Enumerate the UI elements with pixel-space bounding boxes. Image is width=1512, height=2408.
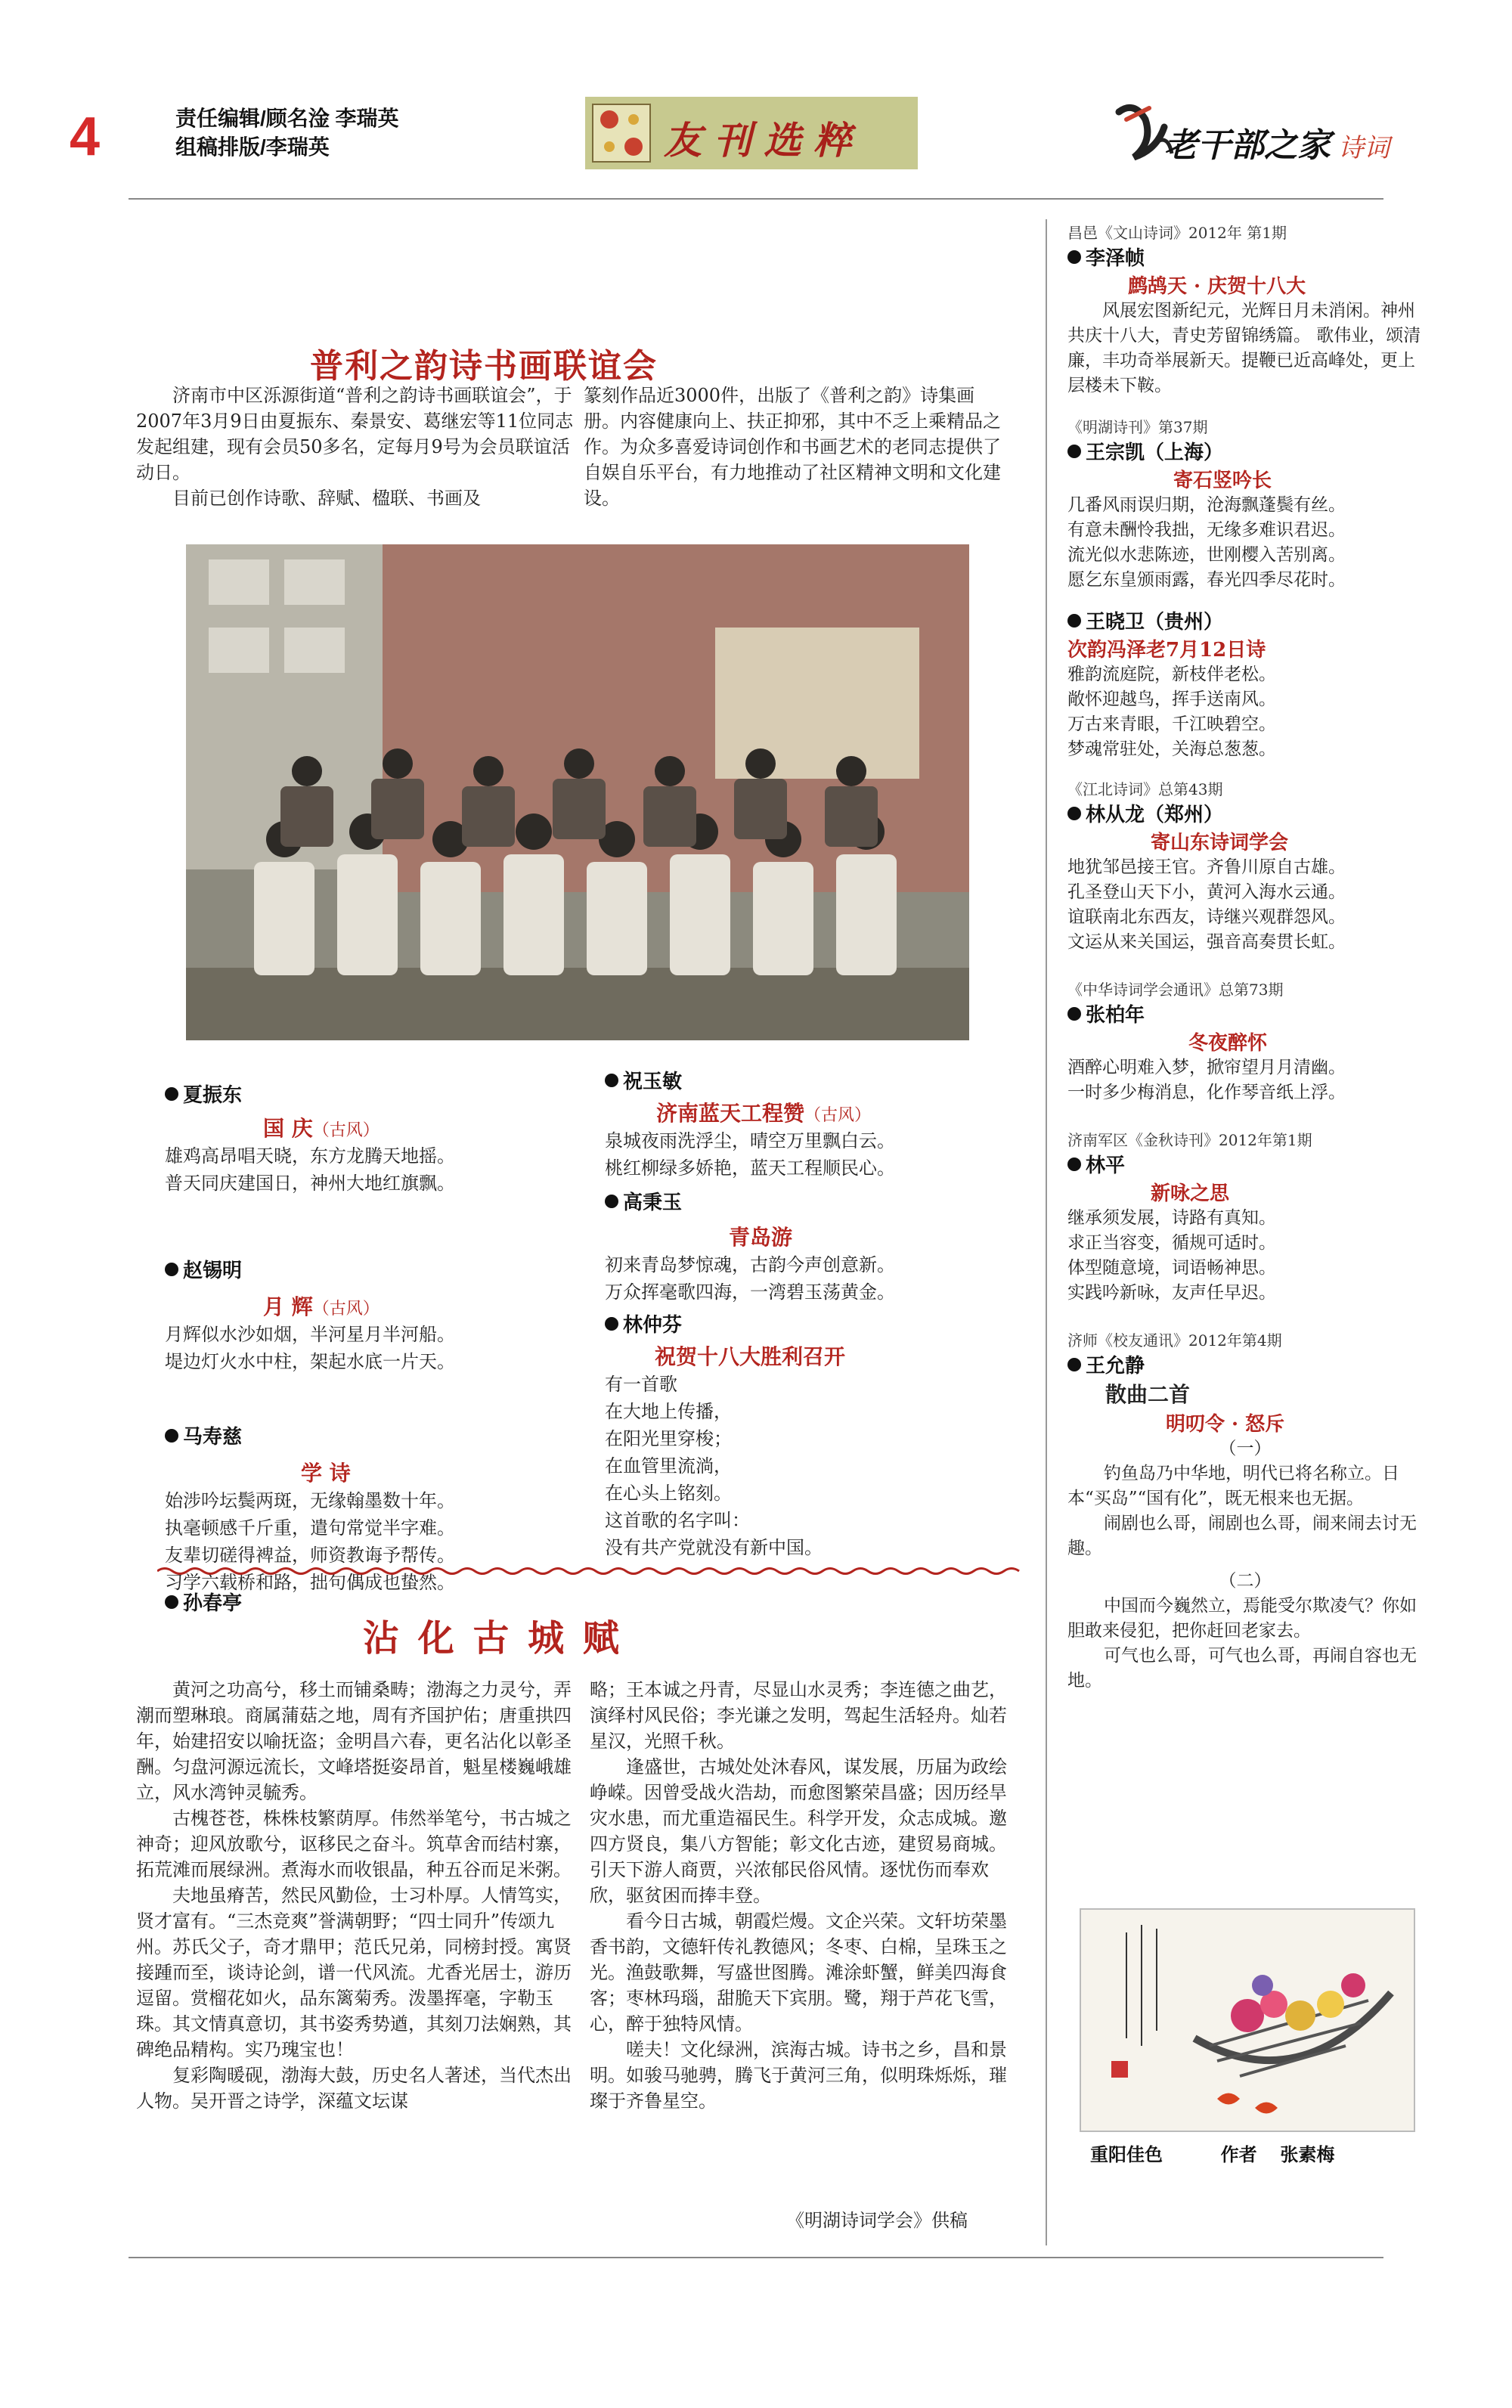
editors-line-2: 组稿排版/李瑞英 [175, 135, 330, 159]
right-poem-column [1067, 221, 1423, 1694]
article-column-2 [584, 383, 1004, 511]
flower-basket-painting-icon [1081, 1910, 1414, 2131]
poem-block [1067, 1128, 1423, 1306]
poem-block [165, 1255, 558, 1375]
bullet-icon [165, 1429, 178, 1443]
bullet-icon [605, 1317, 618, 1331]
poem-source: 昌邑《文山诗词》2012年 第1期 [1067, 224, 1287, 242]
poem-block [605, 1187, 1028, 1306]
masthead-suffix: 诗词 [1338, 133, 1390, 163]
poet-name: 李泽帧 [1067, 243, 1423, 271]
bullet-icon [1067, 614, 1081, 628]
poem-source: 济师《校友通讯》2012年第4期 [1067, 1331, 1282, 1350]
fu-paragraph: 夫地虽瘠苦，然民风勤俭，士习朴厚。人情笃实，贤才富有。“三杰竞爽”誉满朝野；“四士同升”传颂九州。苏氏父子，奇才鼎甲；范氏兄弟，同榜封授。寓贤接踵而至，谈诗论剑，谱一代风流。尤香光居士，游历逗留。赏榴花如火，品东篱菊秀。泼墨挥毫，字勒玉珠。其文情真意切，其书姿秀势遒，其刻刀法娴熟，其碑绝品精构。实乃瑰宝也！ [136, 1885, 572, 2060]
poet-name: 林从龙（郑州） [1067, 799, 1423, 827]
poem-part-number: （一） [1219, 1439, 1272, 1458]
poem-subtitle: 散曲二首 [1105, 1382, 1191, 1407]
poem-lines: 酒醉心明难入梦，掀帘望月月清幽。 一时多少梅消息，化作琴音纸上浮。 [1067, 1058, 1346, 1102]
poem-title: 新咏之思 [1151, 1182, 1230, 1205]
header-rule [129, 198, 1383, 200]
wave-ornament-icon [157, 1566, 1027, 1576]
fu-paragraph: 逢盛世，古城处处沐春风，谋发展，历届为政绘峥嵘。因曾受战火浩劫，而愈图繁荣昌盛；因历经旱灾水患，而尤重造福民生。科学开发，众志成城。邀四方贤良，集八方智能；彰文化古迹，建贸易商城。引天下游人商贾，兴浓郁民俗风情。逐忧伤而奉欢欣，驱贫困而捧丰登。 [590, 1756, 1007, 1906]
poem-source: 《明湖诗刊》第37期 [1067, 418, 1208, 436]
editors-line-1: 责任编辑/顾名淦 李瑞英 [175, 107, 399, 130]
poem-block [1067, 606, 1423, 762]
fu-paragraph: 古槐苍苍，株株枝繁荫厚。伟然举笔兮，书古城之神奇；迎风放歌兮，讴移民之奋斗。筑草舍而结村寨，拓荒滩而展绿洲。煮海水而收银晶，种五谷而足米粥。 [136, 1808, 572, 1880]
group-photo [186, 544, 969, 1040]
painting-caption: 重阳佳色 作者 张素梅 [1090, 2145, 1335, 2165]
poet-name: 林平 [1067, 1150, 1423, 1178]
poem-block [1067, 415, 1423, 593]
column-divider [1046, 219, 1047, 2245]
poet-name: 祝玉敏 [605, 1066, 1028, 1094]
poem-lines: 地犹邹邑接王官。齐鲁川原自古雄。 孔圣登山天下小，黄河入海水云通。 谊联南北东西友，诗继兴观群怨风。 文运从来关国运，强音高奏贯长虹。 [1067, 857, 1346, 952]
fu-paragraph: 嗟夫！文化绿洲，滨海古城。诗书之乡，昌和景明。如骏马驰骋，腾飞于黄河三角，似明珠烁烁，璀璨于齐鲁星空。 [590, 2039, 1007, 2112]
poem-lines: 雄鸡高昂唱天晓，东方龙腾天地摇。 普天同庆建国日，神州大地红旗飘。 [165, 1145, 455, 1194]
fu-paragraph: 看今日古城，朝霞烂熳。文企兴荣。文轩坊荣墨香书韵，文德轩传礼教德风；冬枣、白棉，呈珠玉之光。渔鼓歌舞，写盛世图腾。滩涂虾蟹，鲜美四海食客；枣林玛瑙，甜脆天下宾朋。鹭，翔于芦花飞雪，心，醉于独特风情。 [590, 1911, 1007, 2035]
poem-lines: 中国而今巍然立，焉能受尔欺凌气？你如胆敢来侵犯，把你赶回老家去。 可气也么哥，可气也么哥，再闹自容也无地。 [1067, 1596, 1417, 1691]
poet-name: 王晓卫（贵州） [1067, 606, 1423, 634]
masthead-logo [1111, 97, 1414, 172]
fu-credit: 《明湖诗词学会》供稿 [786, 2210, 968, 2231]
poem-title: 济南蓝天工程赞（古风） [656, 1101, 872, 1126]
editor-credits [175, 104, 399, 162]
poem-title: 次韵冯泽老7月12日诗 [1067, 639, 1266, 662]
article-paragraph: 目前已创作诗歌、辞赋、楹联、书画及 [172, 488, 481, 509]
bullet-icon [165, 1087, 178, 1101]
article-column-1 [136, 383, 576, 511]
bullet-icon [605, 1195, 618, 1208]
poet-name: 高秉玉 [605, 1187, 1028, 1215]
poem-title: 月 辉（古风） [263, 1294, 380, 1319]
poet-name: 夏振东 [165, 1080, 558, 1108]
bullet-icon [1067, 1358, 1081, 1371]
bullet-icon [165, 1595, 178, 1609]
poem-title: 祝贺十八大胜利召开 [655, 1344, 846, 1369]
page-number: 4 [70, 107, 101, 167]
fu-column-2 [590, 1677, 1018, 2114]
poet-name: 王允静 [1067, 1350, 1423, 1378]
poem-source: 济南军区《金秋诗刊》2012年第1期 [1067, 1131, 1312, 1149]
bullet-icon [1067, 807, 1081, 820]
poet-name: 孙春亭 [165, 1588, 242, 1616]
fu-paragraph: 略；王本诚之丹青，尽显山水灵秀；李连德之曲艺，演绎村风民俗；李光谦之发明，驾起生活轻舟。灿若星汉，光照千秋。 [590, 1679, 1007, 1752]
poem-part-number: （二） [1219, 1571, 1272, 1591]
poem-title: 寄石竖吟长 [1173, 470, 1272, 492]
article-paragraph: 篆刻作品近3000件，出版了《普利之韵》诗集画册。内容健康向上、扶正抑邪，其中不乏上乘精品之作。为众多喜爱诗词创作和书画艺术的老同志提供了自娱自乐平台，有力地推动了社区精神文明和文化建设。 [584, 385, 1001, 509]
poem-title: 鹧鸪天 · 庆贺十八大 [1128, 275, 1306, 298]
fu-paragraph: 黄河之功高兮，移土而铺桑畴；渤海之力灵兮，弄潮而塑琳琅。商属蒲菇之地，周有齐国护佑；唐重拱四年，始建招安以喻抚盗；金明昌六春，更名沾化以彰圣酬。匀盘河源远流长，文峰塔挺姿昂首，魁星楼巍峨雄立，风水湾钟灵毓秀。 [136, 1679, 572, 1803]
poem-block [165, 1080, 558, 1197]
poem-source: 《中华诗词学会通讯》总第73期 [1067, 981, 1284, 999]
poem-title: 青岛游 [729, 1225, 793, 1250]
bullet-icon [605, 1074, 618, 1087]
ornament-divider [157, 1565, 1027, 1576]
footer-rule [129, 2257, 1383, 2258]
poem-lines: 几番风雨误归期，沧海飘蓬鬓有丝。 有意未酬怜我拙，无缘多难识君迟。 流光似水悲陈迹，世刚樱入苦别离。 愿乞东皇颁雨露，春光四季尽花时。 [1067, 495, 1346, 590]
masthead-text: 老干部之家 [1164, 126, 1331, 165]
poem-lines: 始涉吟坛鬓两斑，无缘翰墨数十年。 执毫顿感千斤重，遣句常觉半字难。 友辈切磋得裨益，师资教诲予帮传。 习学六载桥和路，拙句偶成也蛰然。 [165, 1490, 455, 1593]
poem-block [605, 1066, 1028, 1182]
fu-paragraph: 复彩陶暖砚，渤海大鼓，历史名人著述，当代杰出人物。吴开晋之诗学，深蕴文坛谋 [136, 2065, 572, 2112]
poem-source: 《江北诗词》总第43期 [1067, 780, 1223, 798]
poem-lines: 风展宏图新纪元，光辉日月未消闲。神州共庆十八大，青史芳留锦绣篇。 歌伟业，颂清廉，丰功奇举展新天。提鞭已近高峰处，更上层楼未下鞍。 [1067, 301, 1421, 395]
bullet-icon [1067, 1007, 1081, 1021]
poem-lines: 泉城夜雨洗浮尘，晴空万里飘白云。 桃红柳绿多娇艳，蓝天工程顺民心。 [605, 1130, 895, 1179]
poem-lines: 月辉似水沙如烟，半河星月半河船。 堤边灯火水中柱，架起水底一片天。 [165, 1324, 455, 1372]
fu-title: 沾 化 古 城 赋 [363, 1617, 622, 1660]
poem-block [1067, 978, 1423, 1105]
section-banner [585, 97, 918, 169]
poem-lines: 雅韵流庭院，新枝伴老松。 敞怀迎越鸟，挥手送南风。 万古来青眼，千江映碧空。 梦魂常驻处，关海总葱葱。 [1067, 665, 1276, 759]
poet-name: 张柏年 [1067, 999, 1423, 1027]
bullet-icon [1067, 1158, 1081, 1171]
article-paragraph: 济南市中区泺源街道“普利之韵诗书画联谊会”，于2007年3月9日由夏振东、秦景安、葛继宏等11位同志发起组建，现有会员50多名，定每月9号为会员联谊活动日。 [136, 385, 574, 483]
poet-name: 赵锡明 [165, 1255, 558, 1283]
poem-title: 寄山东诗词学会 [1151, 832, 1289, 854]
group-photo-image [186, 544, 969, 1040]
poem-title: 国 庆（古风） [263, 1116, 380, 1141]
poem-lines: 有一首歌 在大地上传播， 在阳光里穿梭； 在血管里流淌， 在心头上铭刻。 这首歌的名字叫： 没有共产党就没有新中国。 [605, 1374, 823, 1558]
poet-name: 王宗凯（上海） [1067, 437, 1423, 465]
poem-title: 学 诗 [301, 1461, 351, 1486]
poem-block [1067, 1328, 1423, 1694]
painting-image [1080, 1908, 1415, 2132]
poem-title: 冬夜醉怀 [1188, 1032, 1268, 1055]
poem-block [1067, 221, 1423, 398]
bullet-icon [1067, 445, 1081, 458]
poem-lines: 继承须发展，诗路有真知。 求正当容变，循规可适时。 体型随意境，词语畅神思。 实践吟新咏，友声任早迟。 [1067, 1208, 1276, 1303]
poem-title: 明叨令 · 怒斥 [1166, 1413, 1285, 1436]
article-title: 普利之韵诗书画联谊会 [310, 347, 658, 386]
poet-name: 林仲芬 [605, 1309, 1028, 1337]
poem-lines: 初来青岛梦惊魂，古韵今声创意新。 万众挥毫歌四海，一湾碧玉荡黄金。 [605, 1254, 895, 1303]
bullet-icon [165, 1263, 178, 1276]
bullet-icon [1067, 250, 1081, 264]
section-title: 友刊选粹 [664, 118, 863, 163]
flower-emblem-icon [591, 103, 652, 163]
poem-block [1067, 777, 1423, 955]
fu-column-1 [136, 1677, 576, 2114]
poet-name: 马寿慈 [165, 1421, 558, 1449]
poem-lines: 钓鱼岛乃中华地，明代已将名称立。日本“买岛”“国有化”，既无根来也无据。 闹剧也么哥，闹剧也么哥，闹来闹去讨无趣。 [1067, 1464, 1417, 1558]
poem-block [605, 1309, 1028, 1561]
